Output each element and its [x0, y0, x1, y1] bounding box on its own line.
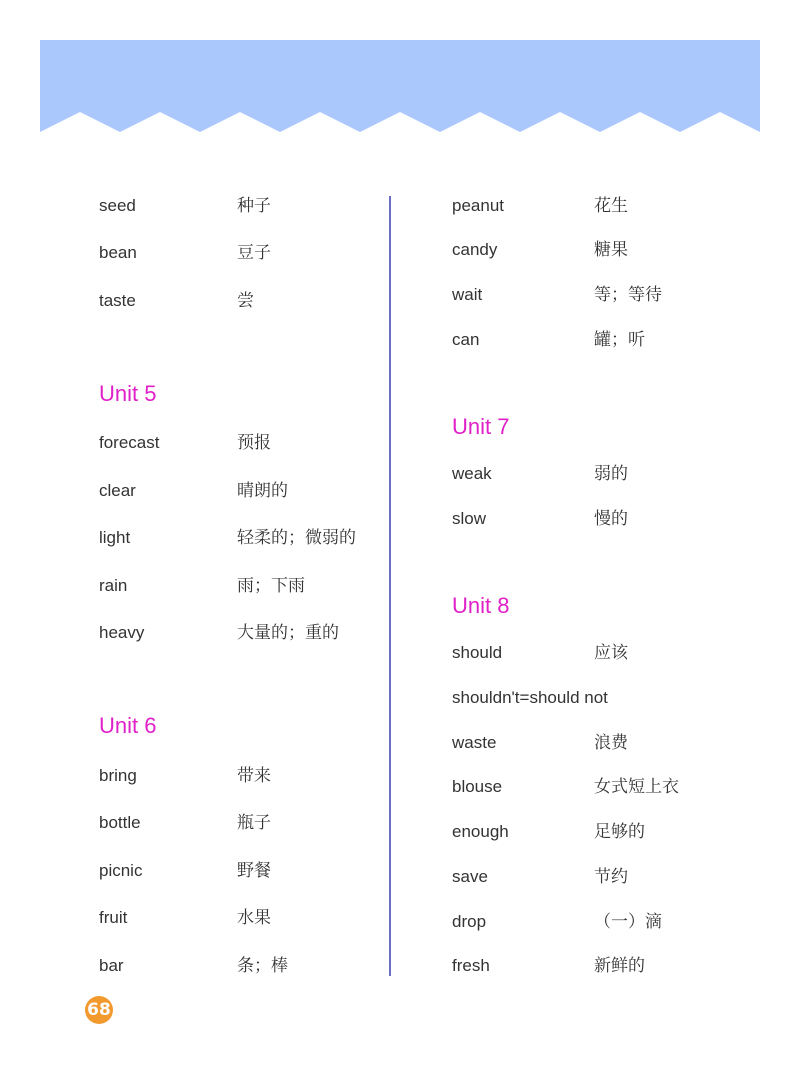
- word-english: blouse: [452, 777, 503, 796]
- word-chinese: 大量的；重的: [237, 623, 339, 643]
- word-chinese: 足够的: [594, 822, 645, 842]
- word-chinese: 种子: [237, 196, 271, 216]
- word-english: rain: [99, 576, 128, 595]
- word-chinese: 节约: [594, 867, 628, 887]
- word-english: light: [99, 528, 131, 547]
- word-chinese: 浪费: [594, 733, 628, 753]
- word-english: seed: [99, 196, 136, 215]
- unit-5-heading: Unit 5: [99, 381, 157, 406]
- column-divider: [389, 196, 391, 976]
- word-chinese: 花生: [594, 196, 628, 216]
- word-chinese: 罐；听: [594, 330, 645, 350]
- word-chinese: 雨；下雨: [237, 576, 305, 596]
- word-english: bring: [99, 766, 137, 785]
- word-english: picnic: [99, 861, 143, 880]
- word-chinese: 预报: [237, 433, 271, 453]
- word-english: shouldn't=should not: [452, 688, 608, 707]
- word-chinese: 豆子: [237, 243, 271, 263]
- word-chinese: 弱的: [594, 464, 628, 484]
- header-banner: [40, 40, 760, 132]
- word-english: clear: [99, 481, 136, 500]
- word-chinese: 新鲜的: [594, 956, 645, 976]
- word-chinese: 水果: [237, 908, 271, 928]
- unit-6-heading: Unit 6: [99, 713, 157, 738]
- word-chinese: 瓶子: [237, 813, 271, 833]
- word-chinese: 尝: [237, 291, 254, 311]
- word-english: fruit: [99, 908, 128, 927]
- word-english: peanut: [452, 196, 504, 215]
- word-chinese: 女式短上衣: [594, 777, 679, 797]
- page-number-badge: 68: [85, 996, 113, 1024]
- word-english: waste: [452, 733, 497, 752]
- word-english: can: [452, 330, 480, 349]
- word-english: bottle: [99, 813, 141, 832]
- word-english: weak: [452, 464, 492, 483]
- word-english: bar: [99, 956, 124, 975]
- word-english: enough: [452, 822, 509, 841]
- word-english: taste: [99, 291, 136, 310]
- word-english: heavy: [99, 623, 145, 642]
- word-english: slow: [452, 509, 487, 528]
- word-chinese: 等；等待: [594, 285, 662, 305]
- word-chinese: 应该: [594, 643, 628, 663]
- word-english: forecast: [99, 433, 160, 452]
- word-english: bean: [99, 243, 137, 262]
- word-english: save: [452, 867, 488, 886]
- unit-7-heading: Unit 7: [452, 414, 510, 439]
- word-chinese: 晴朗的: [237, 481, 288, 501]
- unit-8-heading: Unit 8: [452, 593, 510, 618]
- word-chinese: 野餐: [237, 861, 271, 881]
- word-chinese: 条；棒: [237, 956, 288, 976]
- word-english: wait: [452, 285, 483, 304]
- word-chinese: 糖果: [594, 240, 628, 260]
- word-english: fresh: [452, 956, 490, 975]
- word-english: should: [452, 643, 503, 662]
- word-chinese: 慢的: [594, 509, 628, 529]
- word-chinese: 轻柔的；微弱的: [237, 528, 356, 548]
- word-english: candy: [452, 240, 498, 259]
- word-chinese: 带来: [237, 766, 271, 786]
- word-chinese: （一）滴: [594, 912, 662, 932]
- word-english: drop: [452, 912, 487, 931]
